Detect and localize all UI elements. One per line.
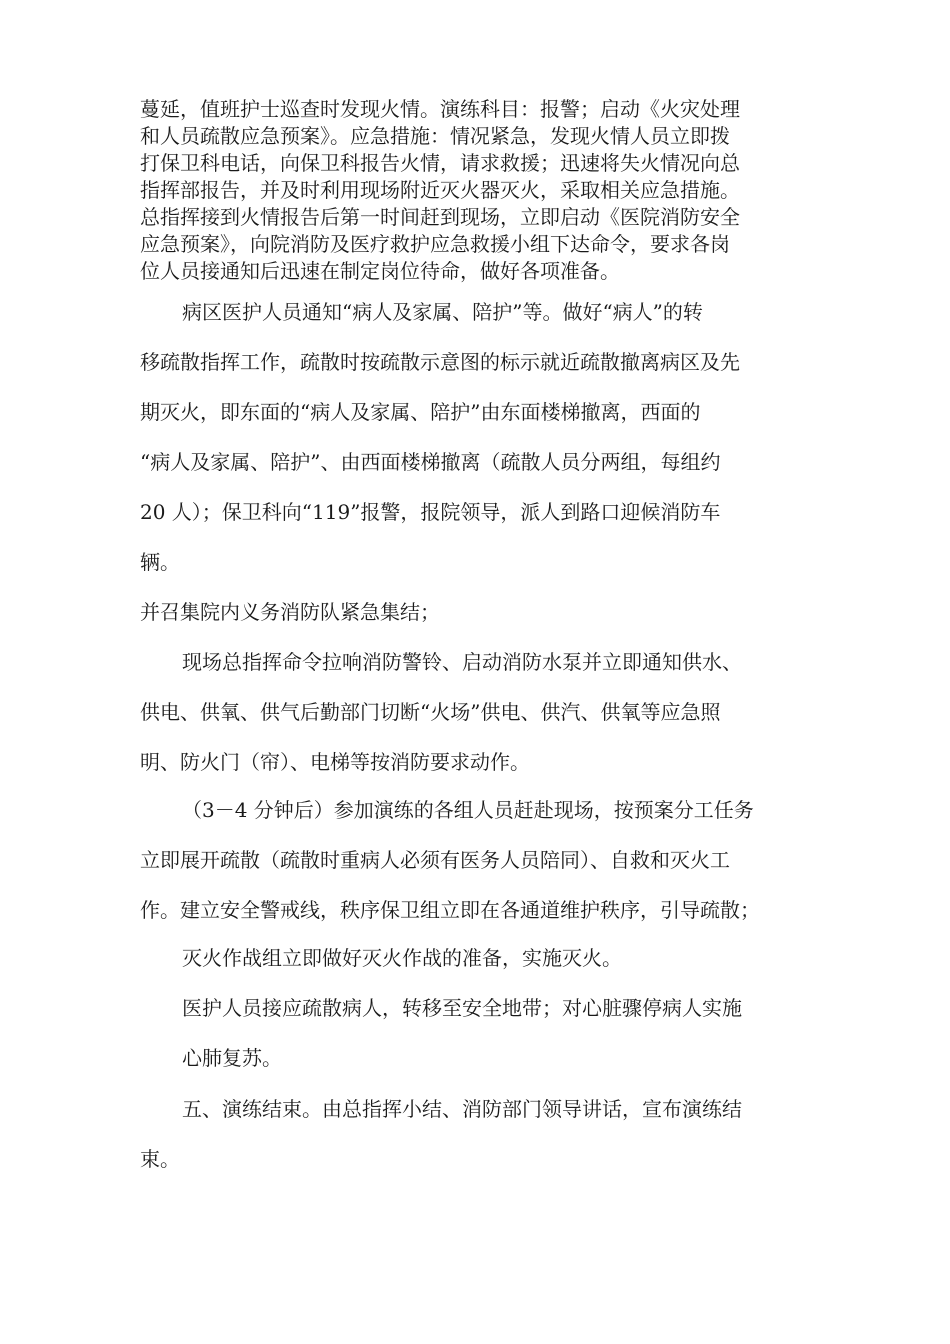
text-line: 并召集院内义务消防队紧急集结； — [140, 600, 440, 624]
paragraph-medical — [140, 983, 820, 1083]
text-line: 蔓延，值班护士巡查时发现火情。演练科目：报警；启动《火灾处理 — [140, 97, 740, 121]
text-line: 总指挥接到火情报告后第一时间赶到现场，立即启动《医院消防安全 — [140, 205, 740, 229]
text-line: 作。建立安全警戒线，秩序保卫组立即在各通道维护秩序，引导疏散； — [140, 898, 760, 922]
text-line: 供电、供氧、供气后勤部门切断“火场”供电、供汽、供氧等应急照 — [140, 700, 721, 724]
paragraph-commander-order — [140, 637, 820, 787]
text-line: 20 人）；保卫科向“119”报警，报院领导，派人到路口迎候消防车 — [140, 500, 721, 524]
text-line: 五、演练结束。由总指挥小结、消防部门领导讲话，宣布演练结 — [182, 1097, 742, 1121]
text-line: 明、防火门（帘）、电梯等按消防要求动作。 — [140, 750, 530, 774]
text-line: 位人员接通知后迅速在制定岗位待命，做好各项准备。 — [140, 259, 620, 283]
paragraph-teams-arrive — [140, 785, 820, 935]
paragraph-drill-scenario — [140, 96, 820, 285]
text-line: 和人员疏散应急预案》。应急措施：情况紧急，发现火情人员立即拨 — [140, 124, 730, 148]
paragraph-fire-brigade — [140, 587, 820, 637]
text-line: 现场总指挥命令拉响消防警铃、启动消防水泵并立即通知供水、 — [182, 650, 742, 674]
text-line: （3－4 分钟后）参加演练的各组人员赶赴现场，按预案分工任务 — [182, 798, 754, 822]
paragraph-evacuation — [140, 287, 820, 587]
text-line: 病区医护人员通知“病人及家属、陪护”等。做好“病人”的转 — [182, 300, 703, 324]
text-line: 灭火作战组立即做好灭火作战的准备，实施灭火。 — [182, 946, 622, 970]
paragraph-firefighting — [140, 933, 820, 983]
text-line: 打保卫科电话，向保卫科报告火情，请求救援；迅速将失火情况向总 — [140, 151, 740, 175]
text-line: 立即展开疏散（疏散时重病人必须有医务人员陪同）、自救和灭火工 — [140, 848, 730, 872]
text-line: 心肺复苏。 — [182, 1046, 282, 1070]
text-line: 移疏散指挥工作，疏散时按疏散示意图的标示就近疏散撤离病区及先 — [140, 350, 740, 374]
text-line: 辆。 — [140, 550, 180, 574]
text-line: 束。 — [140, 1147, 180, 1171]
text-line: 指挥部报告，并及时利用现场附近灭火器灭火，采取相关应急措施。 — [140, 178, 740, 202]
text-line: 期灭火，即东面的“病人及家属、陪护”由东面楼梯撤离，西面的 — [140, 400, 701, 424]
text-line: 医护人员接应疏散病人，转移至安全地带；对心脏骤停病人实施 — [182, 996, 742, 1020]
text-line: “病人及家属、陪护”、由西面楼梯撤离（疏散人员分两组，每组约 — [140, 450, 721, 474]
paragraph-drill-end — [140, 1084, 820, 1184]
text-line: 应急预案》，向院消防及医疗救护应急救援小组下达命令，要求各岗 — [140, 232, 730, 256]
